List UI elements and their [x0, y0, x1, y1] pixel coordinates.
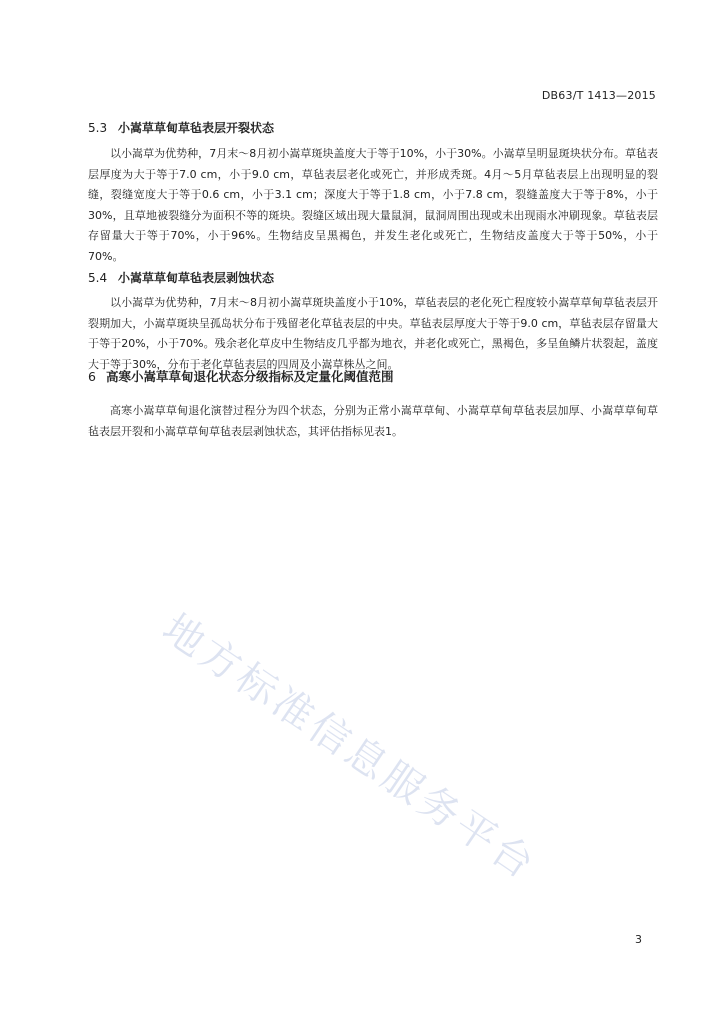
- page-number: 3: [635, 933, 642, 946]
- section-paragraph-5-4: 以小嵩草为优势种，7月末～8月初小嵩草斑块盖度小于10%，草毡表层的老化死亡程度较小嵩草草甸草毡表层开裂期加大，小嵩草斑块呈孤岛状分布于残留老化草毡表层的中央。草毡表层厚度大于等于9.0 cm，草毡表层存留量大于等于20%，小于70%。残余老化草皮中生物结皮几乎都为地衣，并老化或死亡，黑褐色，多呈鱼鳞片状裂起，盖度大于等于30%，分布于老化草毡表层的四周及小嵩草株丛之间。: [88, 296, 658, 371]
- section-title: 小嵩草草甸草毡表层剥蚀状态: [118, 271, 275, 285]
- section-number: 5.3: [88, 121, 108, 135]
- section-paragraph-5-3: 以小嵩草为优势种，7月末～8月初小嵩草斑块盖度大于等于10%，小于30%。小嵩草呈明显斑块状分布。草毡表层厚度为大于等于7.0 cm，小于9.0 cm，草毡表层老化或死亡，并形成秃斑。4月～5月草毡表层上出现明显的裂缝，裂缝宽度大于等于0.6 cm，小于3.1 cm；深度大于等于1.8 cm，小于7.8 cm，裂缝盖度大于等于8%，小于30%，且草地被裂缝分为面积不等的斑块。裂缝区域出现大量鼠洞，鼠洞周围出现或未出现雨水冲刷现象。草毡表层存留量大于等于70%，小于96%。生物结皮呈黑褐色，并发生老化或死亡，生物结皮盖度大于等于50%，小于70%。: [88, 147, 658, 263]
- document-code: DB63/T 1413—2015: [541, 89, 656, 102]
- section-number: 6: [88, 369, 96, 384]
- section-paragraph-6: 高寒小嵩草草甸退化演替过程分为四个状态，分别为正常小嵩草草甸、小嵩草草甸草毡表层加厚、小嵩草草甸草毡表层开裂和小嵩草草甸草毡表层剥蚀状态，其评估指标见表1。: [88, 404, 658, 438]
- section-heading-5-4: [88, 269, 274, 286]
- section-number: 5.4: [88, 271, 108, 285]
- section-title: 小嵩草草甸草毡表层开裂状态: [118, 121, 275, 135]
- section-heading-5-3: [88, 119, 274, 136]
- section-heading-6: [88, 367, 394, 385]
- section-title: 高寒小嵩草草甸退化状态分级指标及定量化阈值范围: [106, 369, 394, 384]
- watermark: 地方标准信息服务平台: [154, 605, 545, 890]
